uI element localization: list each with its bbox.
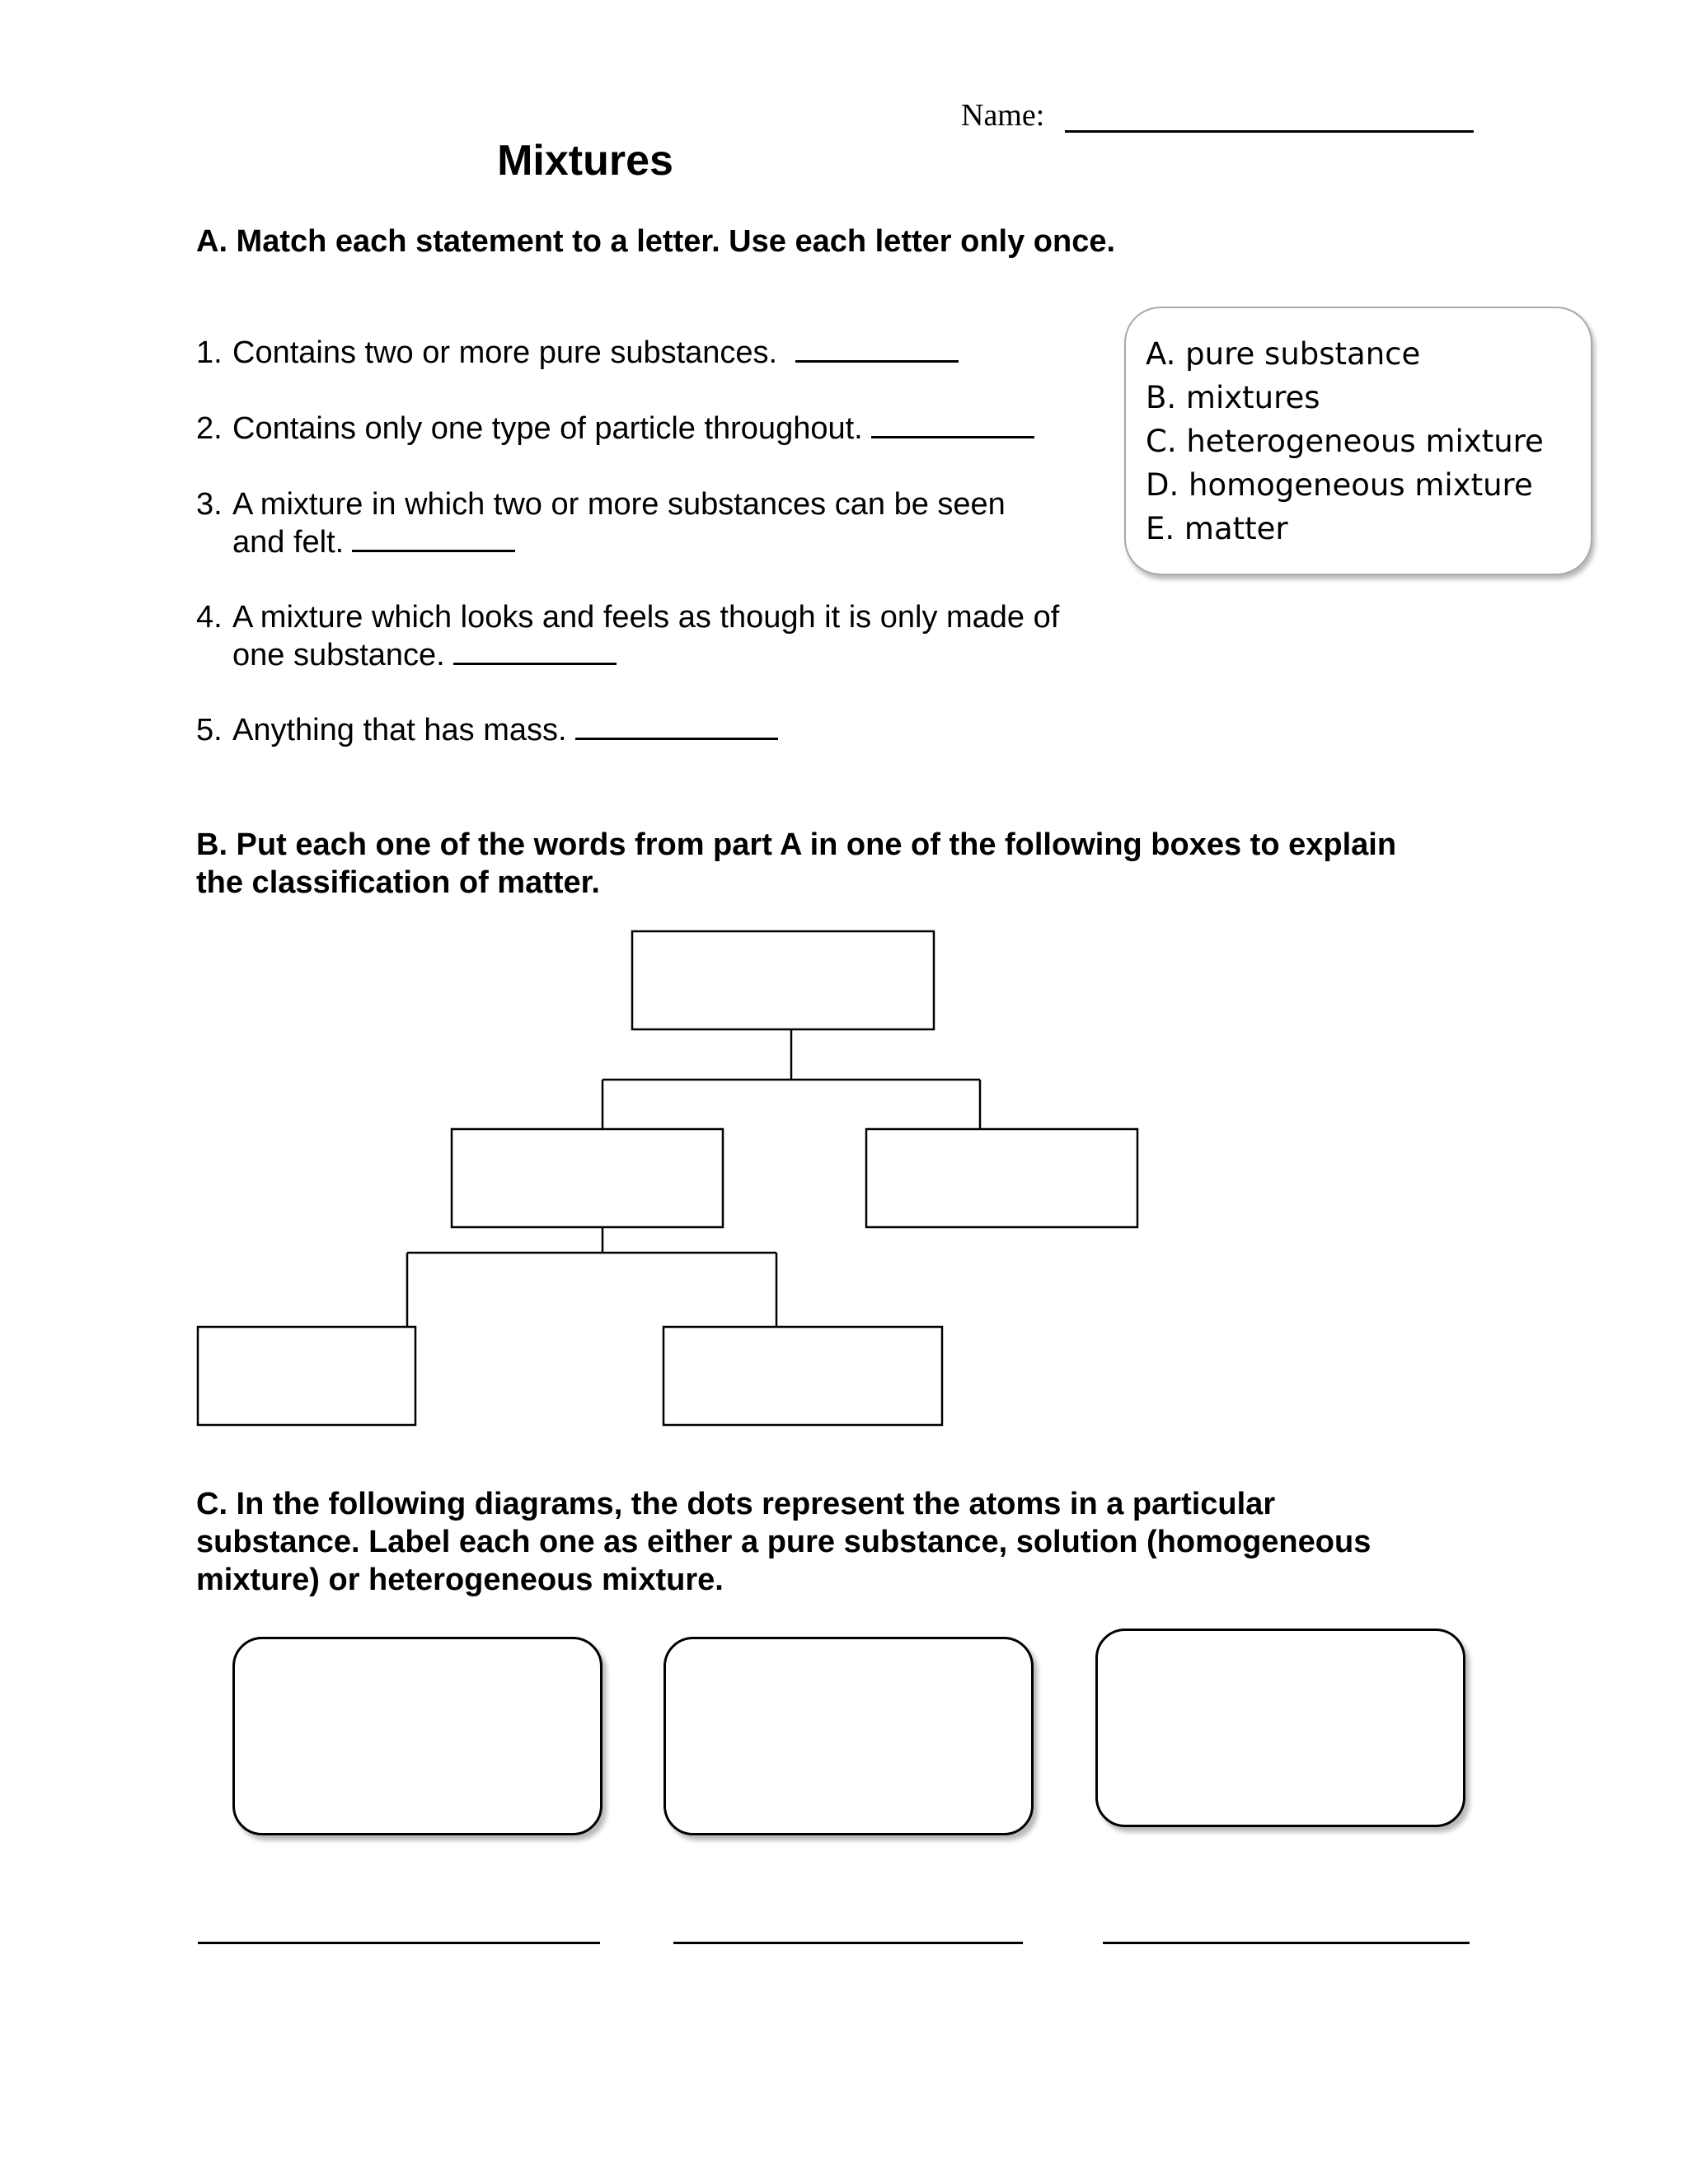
statement-number: 2. bbox=[196, 411, 223, 446]
tree-connector-bottom bbox=[407, 1227, 776, 1327]
statement-number: 1. bbox=[196, 335, 223, 370]
statement-text: Contains only one type of particle throughout. bbox=[232, 411, 863, 446]
section-c-heading-line-3: mixture) or heterogeneous mixture. bbox=[196, 1563, 724, 1597]
answer-option-c: C. heterogeneous mixture bbox=[1146, 424, 1544, 459]
tree-box-middle-left[interactable] bbox=[452, 1129, 723, 1227]
diagram-box-1 bbox=[232, 1637, 603, 1835]
diagram-label-line-1[interactable] bbox=[198, 1942, 600, 1944]
statement-number: 5. bbox=[196, 713, 223, 748]
statement-number: 4. bbox=[196, 600, 223, 635]
answer-option-d: D. homogeneous mixture bbox=[1146, 467, 1533, 503]
section-c-heading-line-1: C. In the following diagrams, the dots represent the atoms in a particular bbox=[196, 1487, 1276, 1521]
section-c-heading bbox=[196, 1485, 1371, 1599]
answer-option-a: A. pure substance bbox=[1146, 336, 1421, 372]
tree-box-top[interactable] bbox=[632, 931, 934, 1029]
section-b-heading-line-1: B. Put each one of the words from part A in one of the following boxes to explain bbox=[196, 827, 1397, 862]
diagram-box-3 bbox=[1095, 1629, 1465, 1827]
diagram-label-line-3[interactable] bbox=[1103, 1942, 1470, 1944]
statement-text-continued: and felt. bbox=[232, 525, 345, 560]
statement-text: A mixture in which two or more substances can be seen bbox=[232, 487, 1006, 522]
statement-number: 3. bbox=[196, 487, 223, 522]
statement-text: Contains two or more pure substances. bbox=[232, 335, 778, 370]
section-b-heading-line-2: the classification of matter. bbox=[196, 865, 600, 900]
diagram-box-2 bbox=[663, 1637, 1034, 1835]
statement-text: A mixture which looks and feels as though it is only made of bbox=[232, 600, 1060, 635]
answer-option-e: E. matter bbox=[1146, 511, 1288, 546]
tree-box-bottom-right[interactable] bbox=[663, 1327, 942, 1425]
section-a-heading: A. Match each statement to a letter. Use each letter only once. bbox=[196, 224, 1116, 259]
answer-option-b: B. mixtures bbox=[1146, 380, 1320, 415]
diagram-label-line-2[interactable] bbox=[673, 1942, 1023, 1944]
statement-text: Anything that has mass. bbox=[232, 713, 567, 748]
name-label: Name: bbox=[961, 98, 1045, 133]
tree-box-middle-right[interactable] bbox=[866, 1129, 1137, 1227]
page-title: Mixtures bbox=[497, 137, 673, 185]
tree-connector-top bbox=[603, 1029, 980, 1129]
section-c-heading-line-2: substance. Label each one as either a pure substance, solution (homogeneous bbox=[196, 1525, 1372, 1559]
tree-box-bottom-left[interactable] bbox=[198, 1327, 415, 1425]
statement-text-continued: one substance. bbox=[232, 638, 445, 673]
